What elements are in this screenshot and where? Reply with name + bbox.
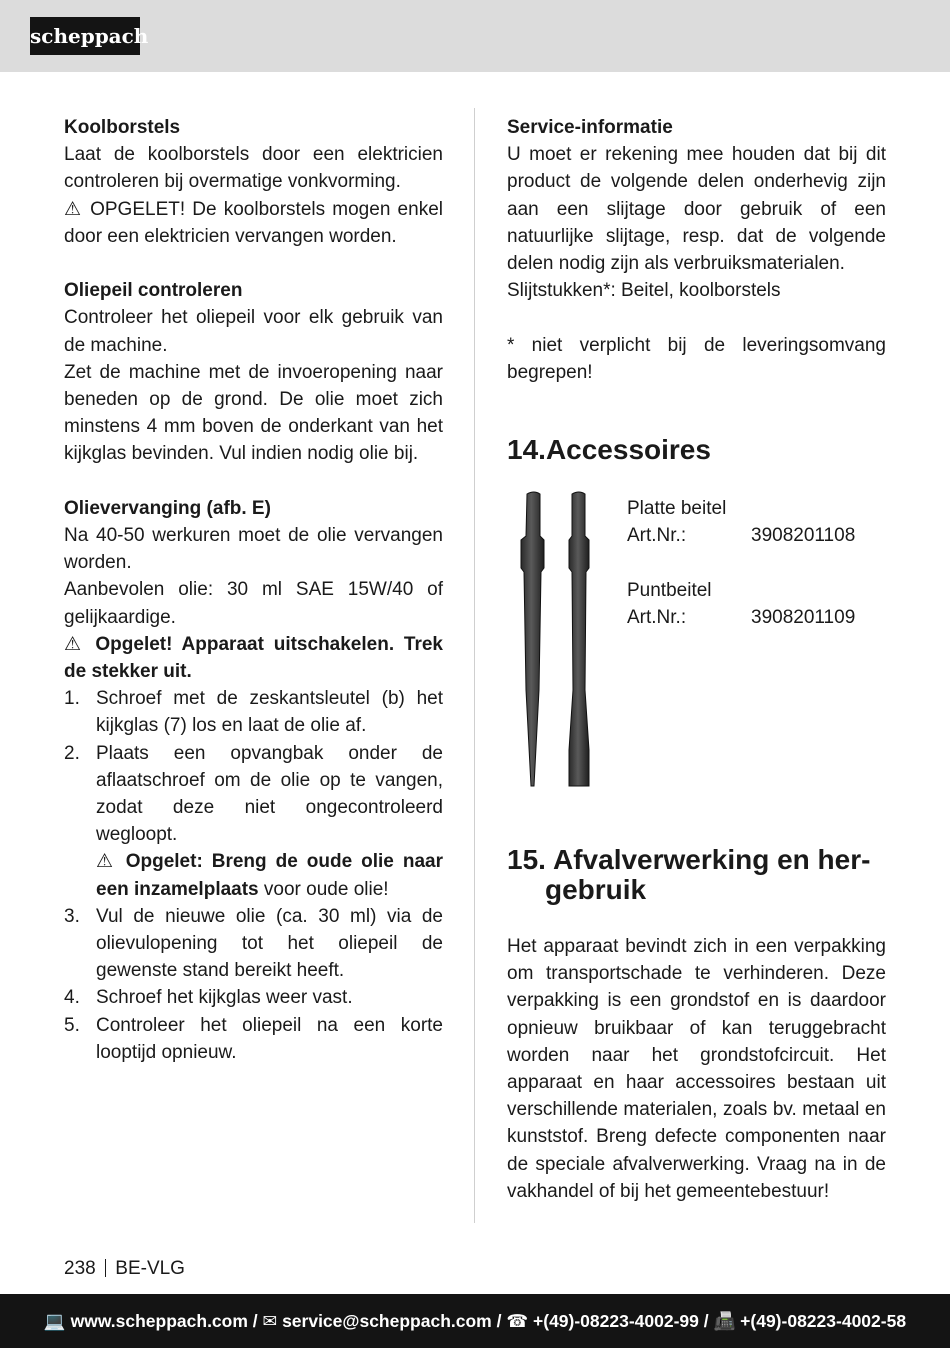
fax-icon: 📠: [713, 1311, 736, 1331]
step-number: 4.: [64, 987, 80, 1009]
olievervanging-warning-text: Opgelet! Apparaat uitschakelen. Trek de stekker uit.: [64, 633, 443, 683]
page-header: [0, 0, 950, 72]
step-2-warning-bold: Opgelet: Breng de oude olie naar een inzamelplaats: [96, 851, 443, 900]
envelope-icon: ✉: [262, 1311, 278, 1331]
koolborstels-text: Laat de koolborstels door een elektricien controleren bij overmatige vonkvorming.: [64, 144, 443, 193]
section-title-olievervanging: Olievervanging (afb. E): [64, 497, 271, 519]
article-number-value: 3908201108: [751, 525, 856, 547]
accessory-table: [627, 495, 855, 631]
list-item: [64, 903, 443, 985]
koolborstels-warning-text: OPGELET! De koolborstels mogen enkel door een elektricien vervangen worden.: [64, 198, 443, 247]
accessory-name: Platte beitel: [627, 498, 727, 519]
step-text: Schroef met de zeskantsleutel (b) het kijkglas (7) los en laat de olie af.: [96, 688, 443, 737]
service-text-1: U moet er rekening mee houden dat bij dit product de volgende delen onderhevig zijn aan een slijtage door gebruik of een natuurlijke slijtage, resp. dat de volgende delen nodig zijn als verbruiksmaterialen.: [507, 144, 886, 275]
computer-icon: 💻: [43, 1311, 66, 1331]
list-item: [64, 1012, 443, 1066]
step-text: Plaats een opvangbak onder de aflaatschroef om de olie op te vangen, zodat deze niet ongecontroleerd wegloopt.: [96, 742, 443, 846]
list-item: [64, 740, 443, 903]
step-number: 3.: [64, 905, 80, 927]
olievervanging-steps: [64, 685, 443, 1066]
page-region: BE-VLG: [115, 1258, 185, 1279]
flat-chisel-icon: [569, 492, 589, 786]
step-text: Vul de nieuwe olie (ca. 30 ml) via de olievulopening tot het oliepeil de gewenste stand bereikt heeft.: [96, 905, 443, 982]
chapter-heading-afval: [507, 845, 886, 905]
website-link[interactable]: www.scheppach.com: [70, 1311, 248, 1331]
olievervanging-text-1: Na 40-50 werkuren moet de olie vervangen worden.: [64, 525, 443, 574]
step-number: 2.: [64, 742, 80, 764]
chapter-heading-accessoires: [507, 435, 886, 465]
chisel-illustration: [509, 490, 599, 790]
step-text: Controleer het oliepeil na een korte looptijd opnieuw.: [96, 1014, 443, 1063]
email-link[interactable]: service@scheppach.com: [282, 1311, 492, 1331]
list-item: [64, 685, 443, 739]
step-2-warning: [96, 848, 443, 902]
list-item: [64, 984, 443, 1011]
warning-triangle-icon: ⚠: [96, 851, 117, 873]
step-number: 5.: [64, 1014, 80, 1036]
accessory-name: Puntbeitel: [627, 579, 712, 601]
warning-triangle-icon: ⚠: [64, 198, 83, 220]
table-row: [627, 604, 855, 631]
step-2-warning-rest: voor oude olie!: [258, 878, 389, 900]
section-title-koolborstels: Koolborstels: [64, 117, 181, 138]
step-text: Schroef het kijkglas weer vast.: [96, 987, 353, 1009]
page-number-value: 238: [64, 1258, 96, 1279]
fax-number: +(49)-08223-4002-58: [740, 1311, 907, 1331]
olievervanging-warning: [64, 631, 443, 685]
koolborstels-warning: [64, 196, 443, 250]
afval-text: Het apparaat bevindt zich in een verpakking om transportschade te verhinderen. Deze verpakking is een grondstof en is daardoor opnieuw bruikbaar of kan teruggebracht worden naar het grondstofcircuit. Het apparaat en haar accessoires bestaan uit verschillende materialen, zoals bv. metaal en kunststof. Breng defecte componenten naar de speciale afvalverwerking. Vraag na in de vakhandel of bij het gemeentebestuur!: [507, 936, 886, 1202]
chapter-title-line-1: Afvalverwerking en her-: [553, 844, 871, 876]
footer-contact-bar: 💻 www.scheppach.com / ✉ service@scheppach.com / ☎ +(49)-08223-4002-99 / 📠 +(49)-08223-4002-58: [0, 1294, 950, 1348]
page-separator: [105, 1259, 106, 1277]
phone-number: +(49)-08223-4002-99: [533, 1311, 699, 1331]
left-column: [64, 114, 443, 1066]
warning-triangle-icon: ⚠: [64, 633, 86, 655]
section-title-oliepeil: Oliepeil controleren: [64, 280, 243, 302]
phone-icon: ☎: [506, 1311, 529, 1331]
section-title-service: Service-informatie: [507, 117, 673, 138]
page-number: [64, 1255, 185, 1282]
table-row: [627, 522, 855, 549]
service-note: * niet verplicht bij de leveringsomvang begrepen!: [507, 334, 886, 383]
oliepeil-text-2: Zet de machine met de invoeropening naar beneden op de grond. De olie moet zich minstens 4 mm boven de onderkant van het kijkglas bevinden. Vul indien nodig olie bij.: [64, 361, 443, 465]
article-number-label: Art.Nr.:: [627, 525, 687, 547]
chapter-number: 14.: [507, 434, 546, 466]
article-number-label: Art.Nr.:: [627, 606, 687, 628]
step-number: 1.: [64, 688, 80, 710]
scheppach-logo: scheppach: [30, 17, 140, 55]
chapter-title-line-2: gebruik: [545, 874, 647, 906]
article-number-value: 3908201109: [751, 606, 856, 628]
service-text-2: Slijtstukken*: Beitel, koolborstels: [507, 280, 781, 302]
oliepeil-text-1: Controleer het oliepeil voor elk gebruik van de machine.: [64, 307, 443, 356]
column-divider: [474, 108, 475, 1223]
olievervanging-text-2: Aanbevolen olie: 30 ml SAE 15W/40 of gelijkaardige.: [64, 579, 443, 628]
chapter-number: 15.: [507, 844, 546, 876]
chapter-title: Accessoires: [545, 434, 711, 466]
pointed-chisel-icon: [521, 492, 544, 786]
